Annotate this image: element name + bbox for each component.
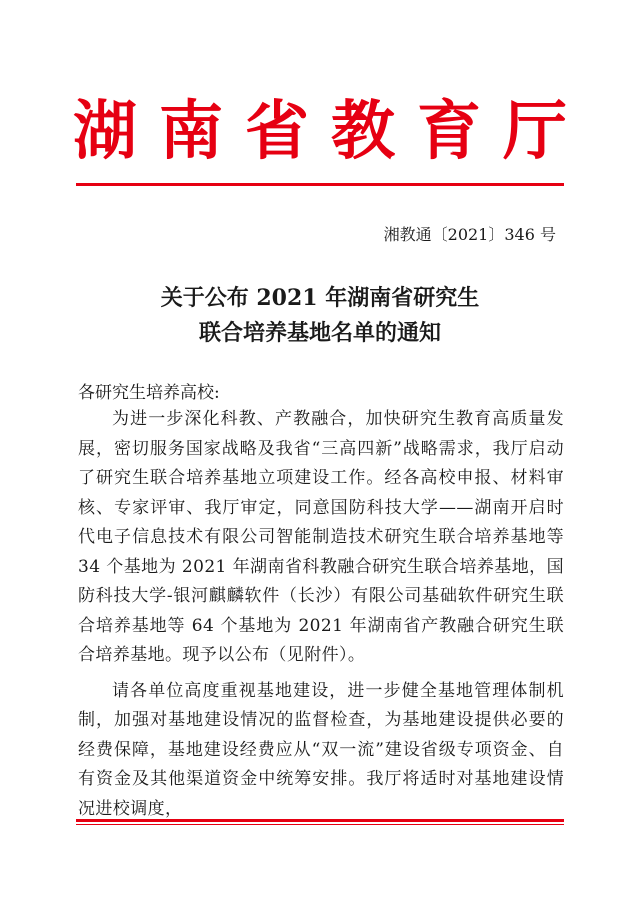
footer-divider-thick bbox=[76, 819, 564, 822]
document-number: 湘教通〔2021〕346 号 bbox=[383, 225, 556, 244]
header-divider bbox=[76, 183, 564, 186]
document-title-line-1: 关于公布 2021 年湖南省研究生 bbox=[160, 285, 480, 311]
document-title-line-2: 联合培养基地名单的通知 bbox=[198, 320, 441, 346]
body-paragraph-1: 为进一步深化科教、产教融合，加快研究生教育高质量发展，密切服务国家战略及我省“三高四新”战略需求，我厅启动了研究生联合培养基地立项建设工作。经各高校申报、材料审核、专家评审、我厅审定，同意国防科技大学——湖南开启时代电子信息技术有限公司智能制造技术研究生联合培养基地等 34 个基地为 2021 年湖南省科教融合研究生联合培养基地，国防科技大学-银河麒麟软件（长沙）有限公司基础软件研究生联合培养基地等 64 个基地为 2021 年湖南省产教融合研究生联合培养基地。现予以公布（见附件）。 bbox=[78, 409, 564, 665]
document-body bbox=[78, 405, 564, 830]
footer-divider-thin bbox=[76, 824, 564, 825]
masthead-title: 湖南省教育厅 bbox=[73, 94, 589, 169]
salutation: 各研究生培养高校: bbox=[78, 383, 220, 403]
body-paragraph-2: 请各单位高度重视基地建设，进一步健全基地管理体制机制，加强对基地建设情况的监督检查，为基地建设提供必要的经费保障，基地建设经费应从“双一流”建设省级专项资金、自有资金及其他渠道资金中统筹安排。我厅将适时对基地建设情况进校调度， bbox=[78, 680, 564, 819]
